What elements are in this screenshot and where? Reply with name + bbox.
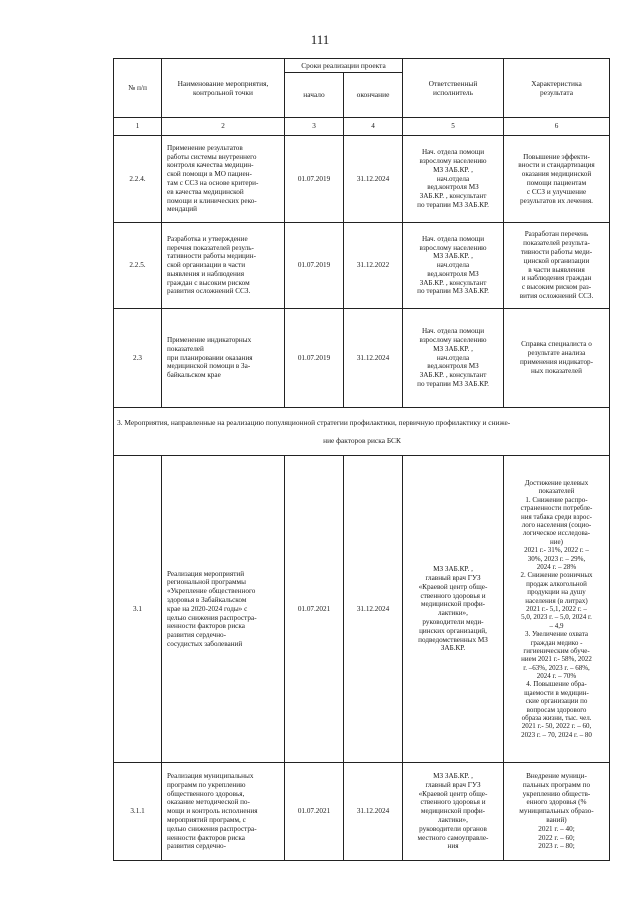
table-row [114, 223, 610, 309]
col-number: 2 [162, 118, 285, 136]
row-name: Реализация муниципальных программ по укреплению общественного здоровья, оказание методической по- мощи и контроль исполнения мероприятий программ, с целью снижения распростра- ненности факторов риска развития сердечно- [162, 763, 285, 861]
table-row [114, 456, 610, 763]
row-start: 01.07.2021 [285, 763, 344, 861]
page-number: 111 [310, 32, 330, 47]
row-num: 2.2.4. [114, 136, 162, 223]
col-number: 1 [114, 118, 162, 136]
section-heading-row [114, 408, 610, 456]
row-result: Достижение целевых показателей 1. Снижение распро- страненности потребле- ния табака среди взрос- лого населения (социо- логическое исследова- ние) 2021 г.- 31%, 2022 г. – 30%, 2023 г. – 29%, 2024 г. – 28% 2. Снижение розничных продаж алкогольной продукции на душу населения (в литрах) 2021 г.- 5,1, 2022 г. – 5,0, 2023 г. – 5,0, 2024 г. – 4,9 3. Увеличение охвата граждан медико - гигиеническим обуче- нием 2021 г.- 58%, 2022 г. –63%, 2023 г. – 68%, 2024 г. – 70% 4. Повышение обра- щаемости в медицин- ские организации по вопросам здорового образа жизни, тыс. чел. 2021 г.- 50, 2022 г. – 60, 2023 г. – 70, 2024 г. – 80 [504, 456, 610, 763]
row-responsible: Нач. отдела помощи взрослому населению МЗ ЗАБ.КР. , нач.отдела вед.контроля МЗ ЗАБ.КР. , консультант по терапии МЗ ЗАБ.КР. [403, 223, 504, 309]
row-start: 01.07.2019 [285, 309, 344, 408]
row-responsible: МЗ ЗАБ.КР. , главный врач ГУЗ «Краевой центр обще- ственного здоровья и медицинской профи- лактики», руководители органов местного самоуправле- ния [403, 763, 504, 861]
col-number: 3 [285, 118, 344, 136]
header-num: № п/п [114, 59, 162, 118]
header-row [114, 59, 610, 73]
row-start: 01.07.2021 [285, 456, 344, 763]
row-end: 31.12.2024 [344, 309, 403, 408]
table-row [114, 309, 610, 408]
row-start: 01.07.2019 [285, 136, 344, 223]
column-numbers-row [114, 118, 610, 136]
header-terms: Сроки реализации проекта [285, 59, 403, 73]
row-result: Разработан перечень показателей результа- тивности работы меди- цинской организации в части выявления и наблюдения граждан с высоким риском раз- вития осложнений ССЗ. [504, 223, 610, 309]
row-result: Внедрение муници- пальных программ по укреплению обществ- енного здоровья (% муниципальных образо- ваний) 2021 г. – 40; 2022 г. – 60; 2023 г. – 80; [504, 763, 610, 861]
row-responsible: МЗ ЗАБ.КР. , главный врач ГУЗ «Краевой центр обще- ственного здоровья и медицинской профи- лактики», руководители меди- цинских организаций, подведомственных МЗ ЗАБ.КР. [403, 456, 504, 763]
table-row [114, 763, 610, 861]
header-name: Наименование мероприятия, контрольной точки [162, 59, 285, 118]
row-responsible: Нач. отдела помощи взрослому населению МЗ ЗАБ.КР. , нач.отдела вед.контроля МЗ ЗАБ.КР. , консультант по терапии МЗ ЗАБ.КР. [403, 136, 504, 223]
col-number: 4 [344, 118, 403, 136]
col-number: 5 [403, 118, 504, 136]
row-responsible: Нач. отдела помощи взрослому населению МЗ ЗАБ.КР. , нач.отдела вед.контроля МЗ ЗАБ.КР. , консультант по терапии МЗ ЗАБ.КР. [403, 309, 504, 408]
section-heading-line1: 3. Мероприятия, направленные на реализацию популяционной стратегии профилактики, первичную профилактику и сниже- [117, 418, 511, 428]
header-responsible: Ответственный исполнитель [403, 59, 504, 118]
row-end: 31.12.2022 [344, 223, 403, 309]
row-end: 31.12.2024 [344, 136, 403, 223]
col-number: 6 [504, 118, 610, 136]
plan-table [113, 58, 610, 861]
row-name: Реализация мероприятий региональной программы «Укрепление общественного здоровья в Забайкальском крае на 2020-2024 годы» с целью снижения распростра- ненности факторов риска развития сердечно- сосудистых заболеваний [162, 456, 285, 763]
row-num: 2.2.5. [114, 223, 162, 309]
row-start: 01.07.2019 [285, 223, 344, 309]
section-heading [114, 408, 610, 456]
section-heading-line2: ние факторов риска БСК [323, 436, 401, 446]
table-row [114, 136, 610, 223]
header-start: начало [285, 73, 344, 118]
row-name: Применение результатов работы системы внутреннего контроля качества медицин- ской помощи в МО пациен- там с ССЗ на основе критери- ев качества медицинской помощи и клинических реко- мендаций [162, 136, 285, 223]
row-name: Применение индикаторных показателей при планировании оказания медицинской помощи в За- байкальском крае [162, 309, 285, 408]
row-name: Разработка и утверждение перечня показателей резуль- тативности работы медицин- ской организации в части выявления и наблюдения граждан с высоким риском развития осложнений ССЗ. [162, 223, 285, 309]
row-end: 31.12.2024 [344, 456, 403, 763]
row-num: 3.1.1 [114, 763, 162, 861]
row-num: 2.3 [114, 309, 162, 408]
row-result: Повышение эффекти- вности и стандартизация оказания медицинской помощи пациентам с ССЗ и улучшение результатов их лечения. [504, 136, 610, 223]
row-result: Справка специалиста о результате анализа применения индикатор- ных показателей [504, 309, 610, 408]
row-num: 3.1 [114, 456, 162, 763]
header-result: Характеристика результата [504, 59, 610, 118]
row-end: 31.12.2024 [344, 763, 403, 861]
header-end: окончание [344, 73, 403, 118]
